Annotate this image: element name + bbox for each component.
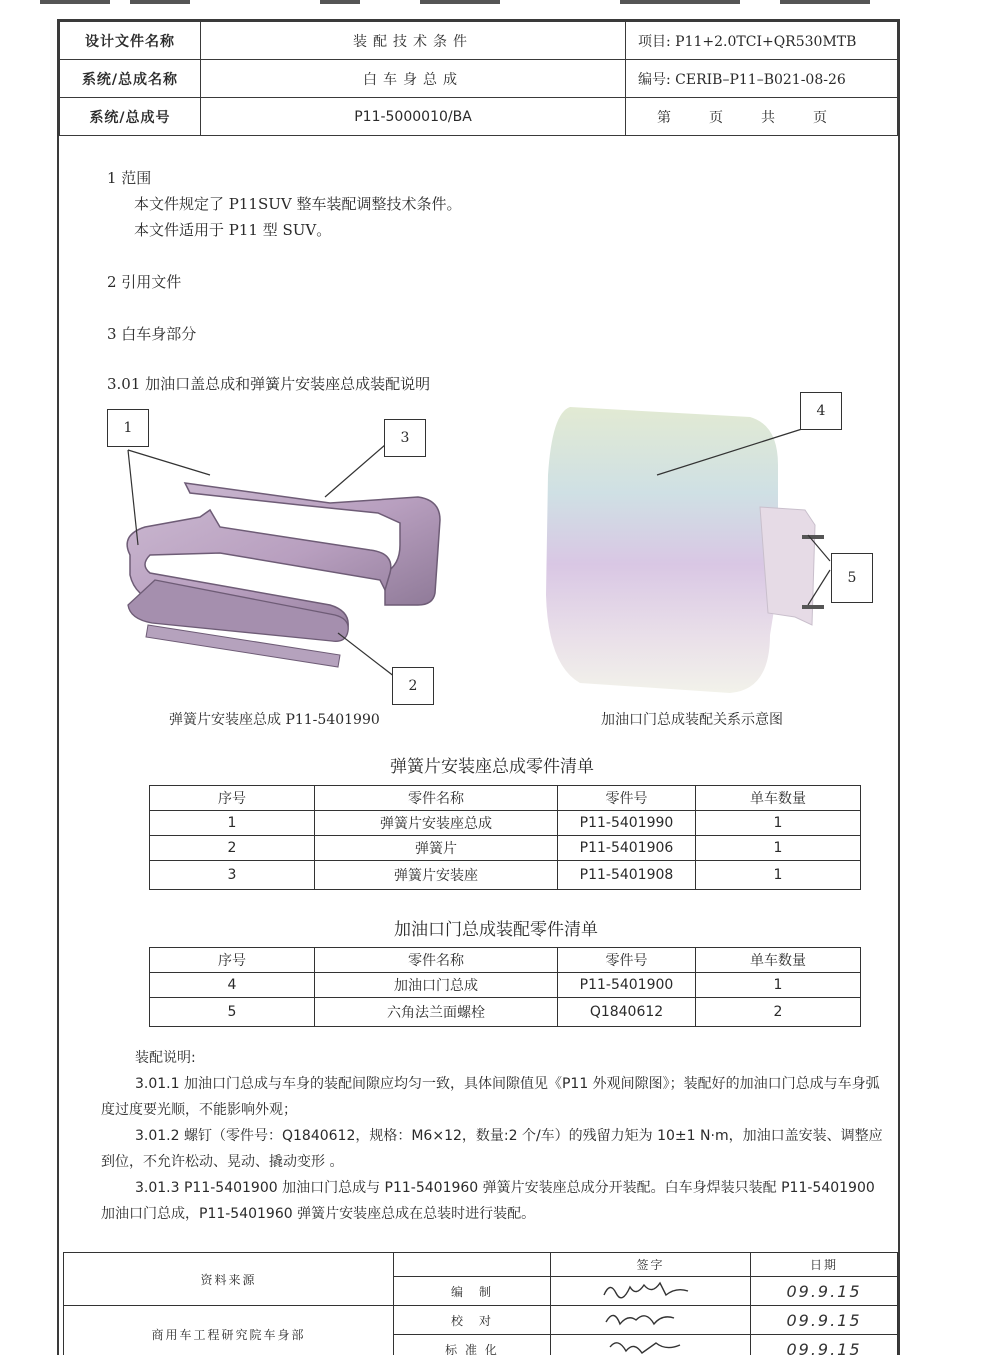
assembly-name-label: 系统/总成名称 <box>60 60 201 98</box>
cell-seq: 3 <box>150 861 315 890</box>
cell-partno: Q1840612 <box>558 998 696 1027</box>
cell-seq: 4 <box>150 973 315 998</box>
right-figure-caption: 加油口门总成装配关系示意图 <box>601 712 783 728</box>
cell-partno: P11-5401990 <box>558 811 696 836</box>
signature-compile <box>551 1277 751 1306</box>
cell-qty: 2 <box>696 998 861 1027</box>
body-text <box>107 161 887 397</box>
cell-partno: P11-5401908 <box>558 861 696 890</box>
callout-1: 1 <box>107 409 149 447</box>
role-proofread: 校 对 <box>394 1306 551 1335</box>
table-row <box>150 811 861 836</box>
signature-proofread <box>551 1306 751 1335</box>
doc-name-label: 设计文件名称 <box>60 22 201 60</box>
table-row <box>150 998 861 1027</box>
date-compile: 09.9.15 <box>751 1277 898 1306</box>
fuel-door-parts-table <box>149 947 861 1027</box>
cell-partno: P11-5401906 <box>558 836 696 861</box>
note-3-01-1: 3.01.1 加油口门总成与车身的装配间隙应均匀一致，具体间隙值见《P11 外观间隙图》；装配好的加油口门总成与车身弧度过度要光顺，不能影响外观； <box>101 1076 880 1118</box>
cell-qty: 1 <box>696 811 861 836</box>
section-1-line-2: 本文件适用于 P11 型 SUV。 <box>134 221 332 239</box>
page-word-4: 页 <box>813 109 827 126</box>
project-field: 项目: P11+2.0TCI+QR530MTB <box>626 22 898 60</box>
assembly-notes <box>101 1045 891 1227</box>
table2-title: 加油口门总成装配零件清单 <box>394 920 598 940</box>
table-row <box>150 973 861 998</box>
cell-seq: 5 <box>150 998 315 1027</box>
cell-qty: 1 <box>696 973 861 998</box>
assembly-number-value: P11-5000010/BA <box>201 98 626 136</box>
notes-title: 装配说明: <box>135 1050 196 1066</box>
col-header-name: 零件名称 <box>315 786 558 811</box>
col-header-partno: 零件号 <box>558 786 696 811</box>
table1-title: 弹簧片安装座总成零件清单 <box>390 757 594 777</box>
note-3-01-3: 3.01.3 P11-5401900 加油口门总成与 P11-5401960 弹簧片安装座总成分开装配。白车身焊装只装配 P11-5401900 加油口门总成，P11-5401960 弹簧片安装座总成在总装时进行装配。 <box>101 1180 875 1222</box>
left-figure-caption: 弹簧片安装座总成 P11-5401990 <box>169 712 380 728</box>
date-header: 日期 <box>751 1253 898 1277</box>
signature-mark <box>596 1306 706 1330</box>
approval-block <box>63 1252 898 1355</box>
scan-top-marks <box>0 0 993 8</box>
cell-name: 加油口门总成 <box>315 973 558 998</box>
doc-number-field: 编号: CERIB–P11–B021-08-26 <box>626 60 898 98</box>
col-header-name: 零件名称 <box>315 948 558 973</box>
note-3-01-2: 3.01.2 螺钉（零件号：Q1840612，规格：M6×12，数量:2 个/车）的残留力矩为 10±1 N·m，加油口盖安装、调整应到位，不允许松动、晃动、撬动变形 。 <box>101 1128 883 1170</box>
cell-partno: P11-5401900 <box>558 973 696 998</box>
signature-mark <box>596 1335 706 1355</box>
spring-plate-parts-table <box>149 785 861 890</box>
col-header-partno: 零件号 <box>558 948 696 973</box>
table-header-row <box>150 786 861 811</box>
table-row <box>150 861 861 890</box>
source-label: 资料来源 <box>64 1253 394 1306</box>
page-info <box>626 98 898 136</box>
section-1-title: 1 范围 <box>107 169 152 187</box>
cell-seq: 1 <box>150 811 315 836</box>
title-block <box>59 21 898 136</box>
cell-name: 弹簧片 <box>315 836 558 861</box>
callout-3: 3 <box>384 419 426 457</box>
signature-mark <box>596 1277 706 1301</box>
cell-name: 弹簧片安装座 <box>315 861 558 890</box>
page-word-2: 页 <box>709 109 723 126</box>
col-header-seq: 序号 <box>150 948 315 973</box>
assembly-number-label: 系统/总成号 <box>60 98 201 136</box>
table-row <box>150 836 861 861</box>
callout-5: 5 <box>831 553 873 603</box>
role-compile: 编 制 <box>394 1277 551 1306</box>
date-proofread: 09.9.15 <box>751 1306 898 1335</box>
cell-qty: 1 <box>696 836 861 861</box>
callout-4: 4 <box>800 392 842 430</box>
cell-seq: 2 <box>150 836 315 861</box>
cell-name: 六角法兰面螺栓 <box>315 998 558 1027</box>
source-value: 商用车工程研究院车身部 <box>64 1306 394 1355</box>
page-word-3: 共 <box>761 109 775 126</box>
col-header-seq: 序号 <box>150 786 315 811</box>
callout-2: 2 <box>392 667 434 705</box>
assembly-name-value: 白车身总成 <box>201 60 626 98</box>
page-word-1: 第 <box>657 109 671 126</box>
doc-name-value: 装配技术条件 <box>201 22 626 60</box>
sign-header: 签字 <box>551 1253 751 1277</box>
section-3-01-title: 3.01 加油口盖总成和弹簧片安装座总成装配说明 <box>107 375 431 393</box>
role-standardize: 标 准 化 <box>394 1335 551 1355</box>
signature-standardize <box>551 1335 751 1355</box>
cell-name: 弹簧片安装座总成 <box>315 811 558 836</box>
col-header-qty: 单车数量 <box>696 786 861 811</box>
fuel-door-figure <box>540 395 890 705</box>
date-standardize: 09.9.15 <box>751 1335 898 1355</box>
section-3-title: 3 白车身部分 <box>107 325 197 343</box>
section-2-title: 2 引用文件 <box>107 273 182 291</box>
col-header-qty: 单车数量 <box>696 948 861 973</box>
table-header-row <box>150 948 861 973</box>
cell-qty: 1 <box>696 861 861 890</box>
section-1-line-1: 本文件规定了 P11SUV 整车装配调整技术条件。 <box>134 195 462 213</box>
